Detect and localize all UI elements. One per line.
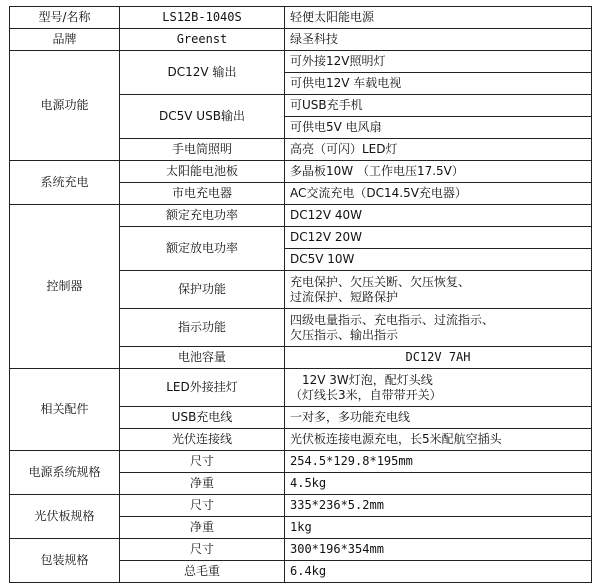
mains-charger-label: 市电充电器 — [120, 183, 285, 205]
product-name: 轻便太阳能电源 — [285, 7, 592, 29]
rated-discharge-label: 额定放电功率 — [120, 227, 285, 271]
indicator-line: 欠压指示、输出指示 — [290, 327, 399, 342]
brand-value: Greenst — [120, 29, 285, 51]
system-charge-label: 系统充电 — [10, 161, 120, 205]
led-lamp-value — [285, 369, 592, 407]
solar-panel-value: 多晶板10W （工作电压17.5V） — [285, 161, 592, 183]
dc12v-output-label: DC12V 输出 — [120, 51, 285, 95]
table-row — [10, 161, 592, 183]
system-size-label: 尺寸 — [120, 451, 285, 473]
indicator-label: 指示功能 — [120, 309, 285, 347]
battery-label: 电池容量 — [120, 347, 285, 369]
usb-cable-label: USB充电线 — [120, 407, 285, 429]
indicator-line: 四级电量指示、充电指示、过流指示、 — [290, 312, 495, 327]
led-lamp-label: LED外接挂灯 — [120, 369, 285, 407]
dc5v-item: 可供电5V 电风扇 — [285, 117, 592, 139]
flashlight-value: 高亮（可闪）LED灯 — [285, 139, 592, 161]
table-row — [10, 205, 592, 227]
protection-line: 充电保护、欠压关断、欠压恢复、 — [290, 274, 471, 289]
system-spec-label: 电源系统规格 — [10, 451, 120, 495]
pv-size-label: 尺寸 — [120, 495, 285, 517]
table-row — [10, 51, 592, 73]
model-label: 型号/名称 — [10, 7, 120, 29]
system-size-value: 254.5*129.8*195mm — [285, 451, 592, 473]
system-weight-label: 净重 — [120, 473, 285, 495]
spec-table — [9, 6, 592, 583]
led-lamp-line: （灯线长3米，自带带开关） — [290, 387, 442, 402]
rated-charge-label: 额定充电功率 — [120, 205, 285, 227]
package-spec-label: 包装规格 — [10, 539, 120, 583]
brand-label: 品牌 — [10, 29, 120, 51]
pv-cable-value: 光伏板连接电源充电，长5米配航空插头 — [285, 429, 592, 451]
table-row — [10, 29, 592, 51]
power-function-label: 电源功能 — [10, 51, 120, 161]
package-gross-weight-value: 6.4kg — [285, 561, 592, 583]
battery-value: DC12V 7AH — [285, 347, 592, 369]
led-lamp-line: 12V 3W灯泡，配灯头线 — [302, 372, 433, 387]
controller-label: 控制器 — [10, 205, 120, 369]
dc12v-item: 可外接12V照明灯 — [285, 51, 592, 73]
table-row — [10, 495, 592, 517]
pv-size-value: 335*236*5.2mm — [285, 495, 592, 517]
table-row — [10, 451, 592, 473]
pv-spec-label: 光伏板规格 — [10, 495, 120, 539]
protection-line: 过流保护、短路保护 — [290, 289, 399, 304]
protection-label: 保护功能 — [120, 271, 285, 309]
package-gross-weight-label: 总毛重 — [120, 561, 285, 583]
indicator-value — [285, 309, 592, 347]
dc5v-usb-output-label: DC5V USB输出 — [120, 95, 285, 139]
pv-cable-label: 光伏连接线 — [120, 429, 285, 451]
package-size-value: 300*196*354mm — [285, 539, 592, 561]
protection-value — [285, 271, 592, 309]
table-row — [10, 539, 592, 561]
solar-panel-label: 太阳能电池板 — [120, 161, 285, 183]
pv-weight-label: 净重 — [120, 517, 285, 539]
accessories-label: 相关配件 — [10, 369, 120, 451]
rated-discharge-value: DC12V 20W — [285, 227, 592, 249]
mains-charger-value: AC交流充电（DC14.5V充电器） — [285, 183, 592, 205]
dc12v-item: 可供电12V 车载电视 — [285, 73, 592, 95]
rated-discharge-value: DC5V 10W — [285, 249, 592, 271]
pv-weight-value: 1kg — [285, 517, 592, 539]
brand-desc: 绿圣科技 — [285, 29, 592, 51]
usb-cable-value: 一对多，多功能充电线 — [285, 407, 592, 429]
package-size-label: 尺寸 — [120, 539, 285, 561]
model-value: LS12B-1040S — [120, 7, 285, 29]
system-weight-value: 4.5kg — [285, 473, 592, 495]
table-row — [10, 369, 592, 407]
table-row — [10, 7, 592, 29]
dc5v-item: 可USB充手机 — [285, 95, 592, 117]
flashlight-label: 手电筒照明 — [120, 139, 285, 161]
rated-charge-value: DC12V 40W — [285, 205, 592, 227]
